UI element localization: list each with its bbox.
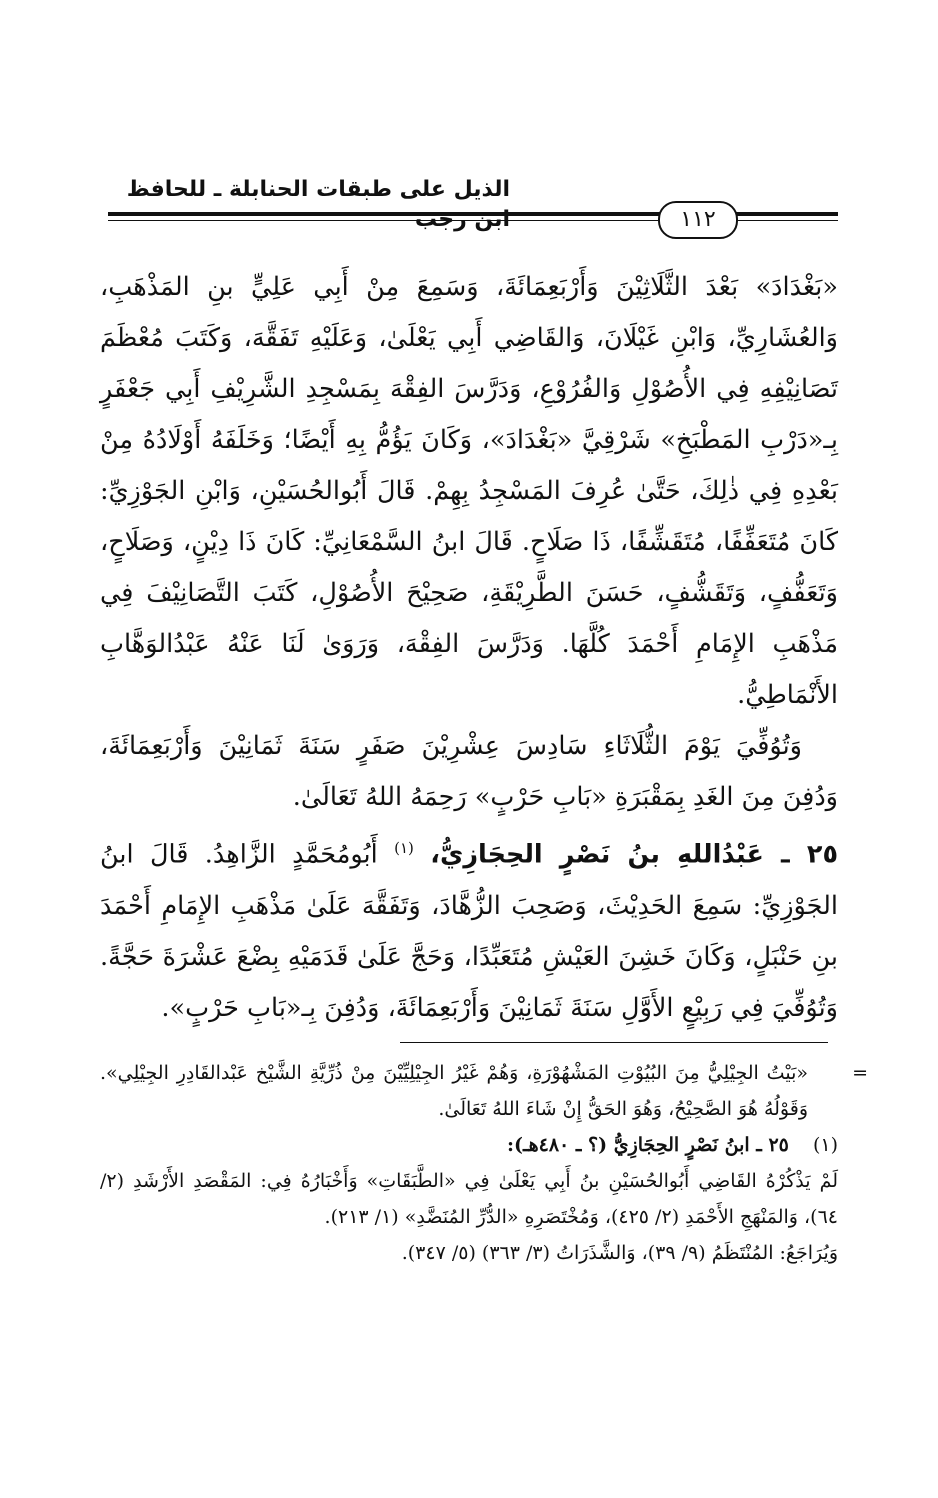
entry-25 <box>100 823 838 1034</box>
footnote-separator <box>400 1042 828 1043</box>
paragraph-death: وَتُوُفِّيَ يَوْمَ الثُّلَاثَاءِ سَادِسَ عِشْرِيْنَ صَفَرٍ سَنَةَ ثَمَانِيْنَ وَأَرْبَعِمَائَةَ، وَدُفِنَ مِنَ الغَدِ بِمَقْبَرَةِ «بَابِ حَرْبٍ» رَحِمَهُ اللهُ تَعَالَىٰ. <box>100 731 838 812</box>
footnote-reference[interactable]: (١) <box>394 839 414 857</box>
footnote-title: ٢٥ ـ ابنُ نَصْرٍ الحِجَازِيُّ (؟ ـ ٤٨٠هـ): <box>507 1134 789 1156</box>
footnote-1-line: لَمْ يَذْكُرْهُ القَاضِي أَبُوالحُسَيْنِ بنُ أَبِي يَعْلَىٰ فِي «الطَّبَقَاتِ» وَأَخْبَارُهُ فِي: المَقْصَدِ الأَرْشَدِ (٢/ ٦٤)، وَالمَنْهَجِ الأَحْمَدِ (٢/ ٤٢٥)، وَمُخْتَصَرِهِ «الدُّرِّ المُنَضَّدِ» (١/ ٢١٣). <box>100 1170 838 1228</box>
entry-heading: ٢٥ ـ عَبْدُاللهِ بنُ نَصْرٍ الحِجَازِيُّ، <box>430 839 839 870</box>
running-header-title: الذيل على طبقات الحنابلة ـ للحافظ ابن رجب <box>126 177 510 232</box>
footnote-1-heading <box>100 1127 838 1163</box>
footnote-continuation <box>100 1055 868 1127</box>
continuation-text: «بَيْتُ الجِيْلِيُّ مِنَ البُيُوْتِ المَشْهُوْرَةِ، وَهُمْ غَيْرُ الجِيْلِيِّيْنَ مِنْ ذُرِّيَّةِ الشَّيْخ عَبْدالقَادِرِ الجِيْلِي». وَقَوْلُهُ هُوَ الصَّحِيْحُ، وَهُوَ الحَقُّ إِنْ شَاءَ اللهُ تَعَالَىٰ. <box>100 1062 808 1120</box>
footnotes <box>100 1055 868 1271</box>
paragraph-biography: «بَغْدَادَ» بَعْدَ الثَّلَاثِيْنَ وَأَرْبَعِمَائَةَ، وَسَمِعَ مِنْ أَبِي عَلِيٍّ بنِ المَذْهَبِ، وَالعُشَارِيِّ، وَابْنِ غَيْلَانَ، وَالقَاضِي أَبِي يَعْلَىٰ، وَعَلَيْهِ تَفَقَّهَ، وَكَتَبَ مُعْظَمَ تَصَانِيْفِهِ فِي الأُصُوْلِ وَالفُرُوْعِ، وَدَرَّسَ الفِقْهَ بِمَسْجِدِ الشَّرِيْفِ أَبِي جَعْفَرٍ بِـ«دَرْبِ المَطْبَخِ» شَرْقِيَّ «بَغْدَادَ»، وَكَانَ يَؤُمُّ بِهِ أَيْضًا؛ وَخَلَفَهُ أَوْلَادُهُ مِنْ بَعْدِهِ فِي ذٰلِكَ، حَتَّىٰ عُرِفَ المَسْجِدُ بِهِمْ. قَالَ أَبُوالحُسَيْنِ، وَابْنِ الجَوْزِيِّ: كَانَ مُتَعَفِّفًا، مُتَقَشِّفًا، ذَا صَلَاحٍ. قَالَ ابنُ السَّمْعَانِيِّ: كَانَ ذَا دِيْنٍ، وَصَلَاحٍ، وَتَعَفُّفٍ، وَتَقَشُّفٍ، حَسَنَ الطَّرِيْقَةِ، صَحِيْحَ الأُصُوْلِ، كَتَبَ التَّصَانِيْفَ فِي مَذْهَبِ الإِمَامِ أَحْمَدَ كُلَّهَا. وَدَرَّسَ الفِقْهَ، وَرَوَىٰ لَنَا عَنْهُ عَبْدُالوَهَّابِ الأَنْمَاطِيُّ. <box>100 272 838 710</box>
main-text <box>100 262 838 1034</box>
continuation-mark: = <box>852 1062 868 1084</box>
footnote-1-line: وَيُرَاجَعُ: المُنْتَظَمُ (٩/ ٣٩)، وَالشَّذَرَاتُ (٣/ ٣٦٣) (٥/ ٣٤٧). <box>401 1242 838 1264</box>
footnote-number: (١) <box>812 1134 838 1156</box>
page-number: ١١٢ <box>658 201 738 239</box>
entry-text: أَبُومُحَمَّدٍ الزَّاهِدُ. قَالَ ابنُ الجَوْزِيِّ: سَمِعَ الحَدِيْثَ، وَصَحِبَ الزُّهَّادَ، وَتَفَقَّهَ عَلَىٰ مَذْهَبِ الإِمَامِ أَحْمَدَ بنِ حَنْبَلٍ، وَكَانَ خَشِنَ العَيْشِ مُتَعَبِّدًا، وَحَجَّ عَلَىٰ قَدَمَيْهِ بِضْعَ عَشْرَةَ حَجَّةً. وَتُوُفِّيَ فِي رَبِيْعٍ الأَوَّلِ سَنَةَ ثَمَانِيْنَ وَأَرْبَعِمَائَةَ، وَدُفِنَ بِـ«بَابِ حَرْبٍ». <box>100 839 838 1023</box>
